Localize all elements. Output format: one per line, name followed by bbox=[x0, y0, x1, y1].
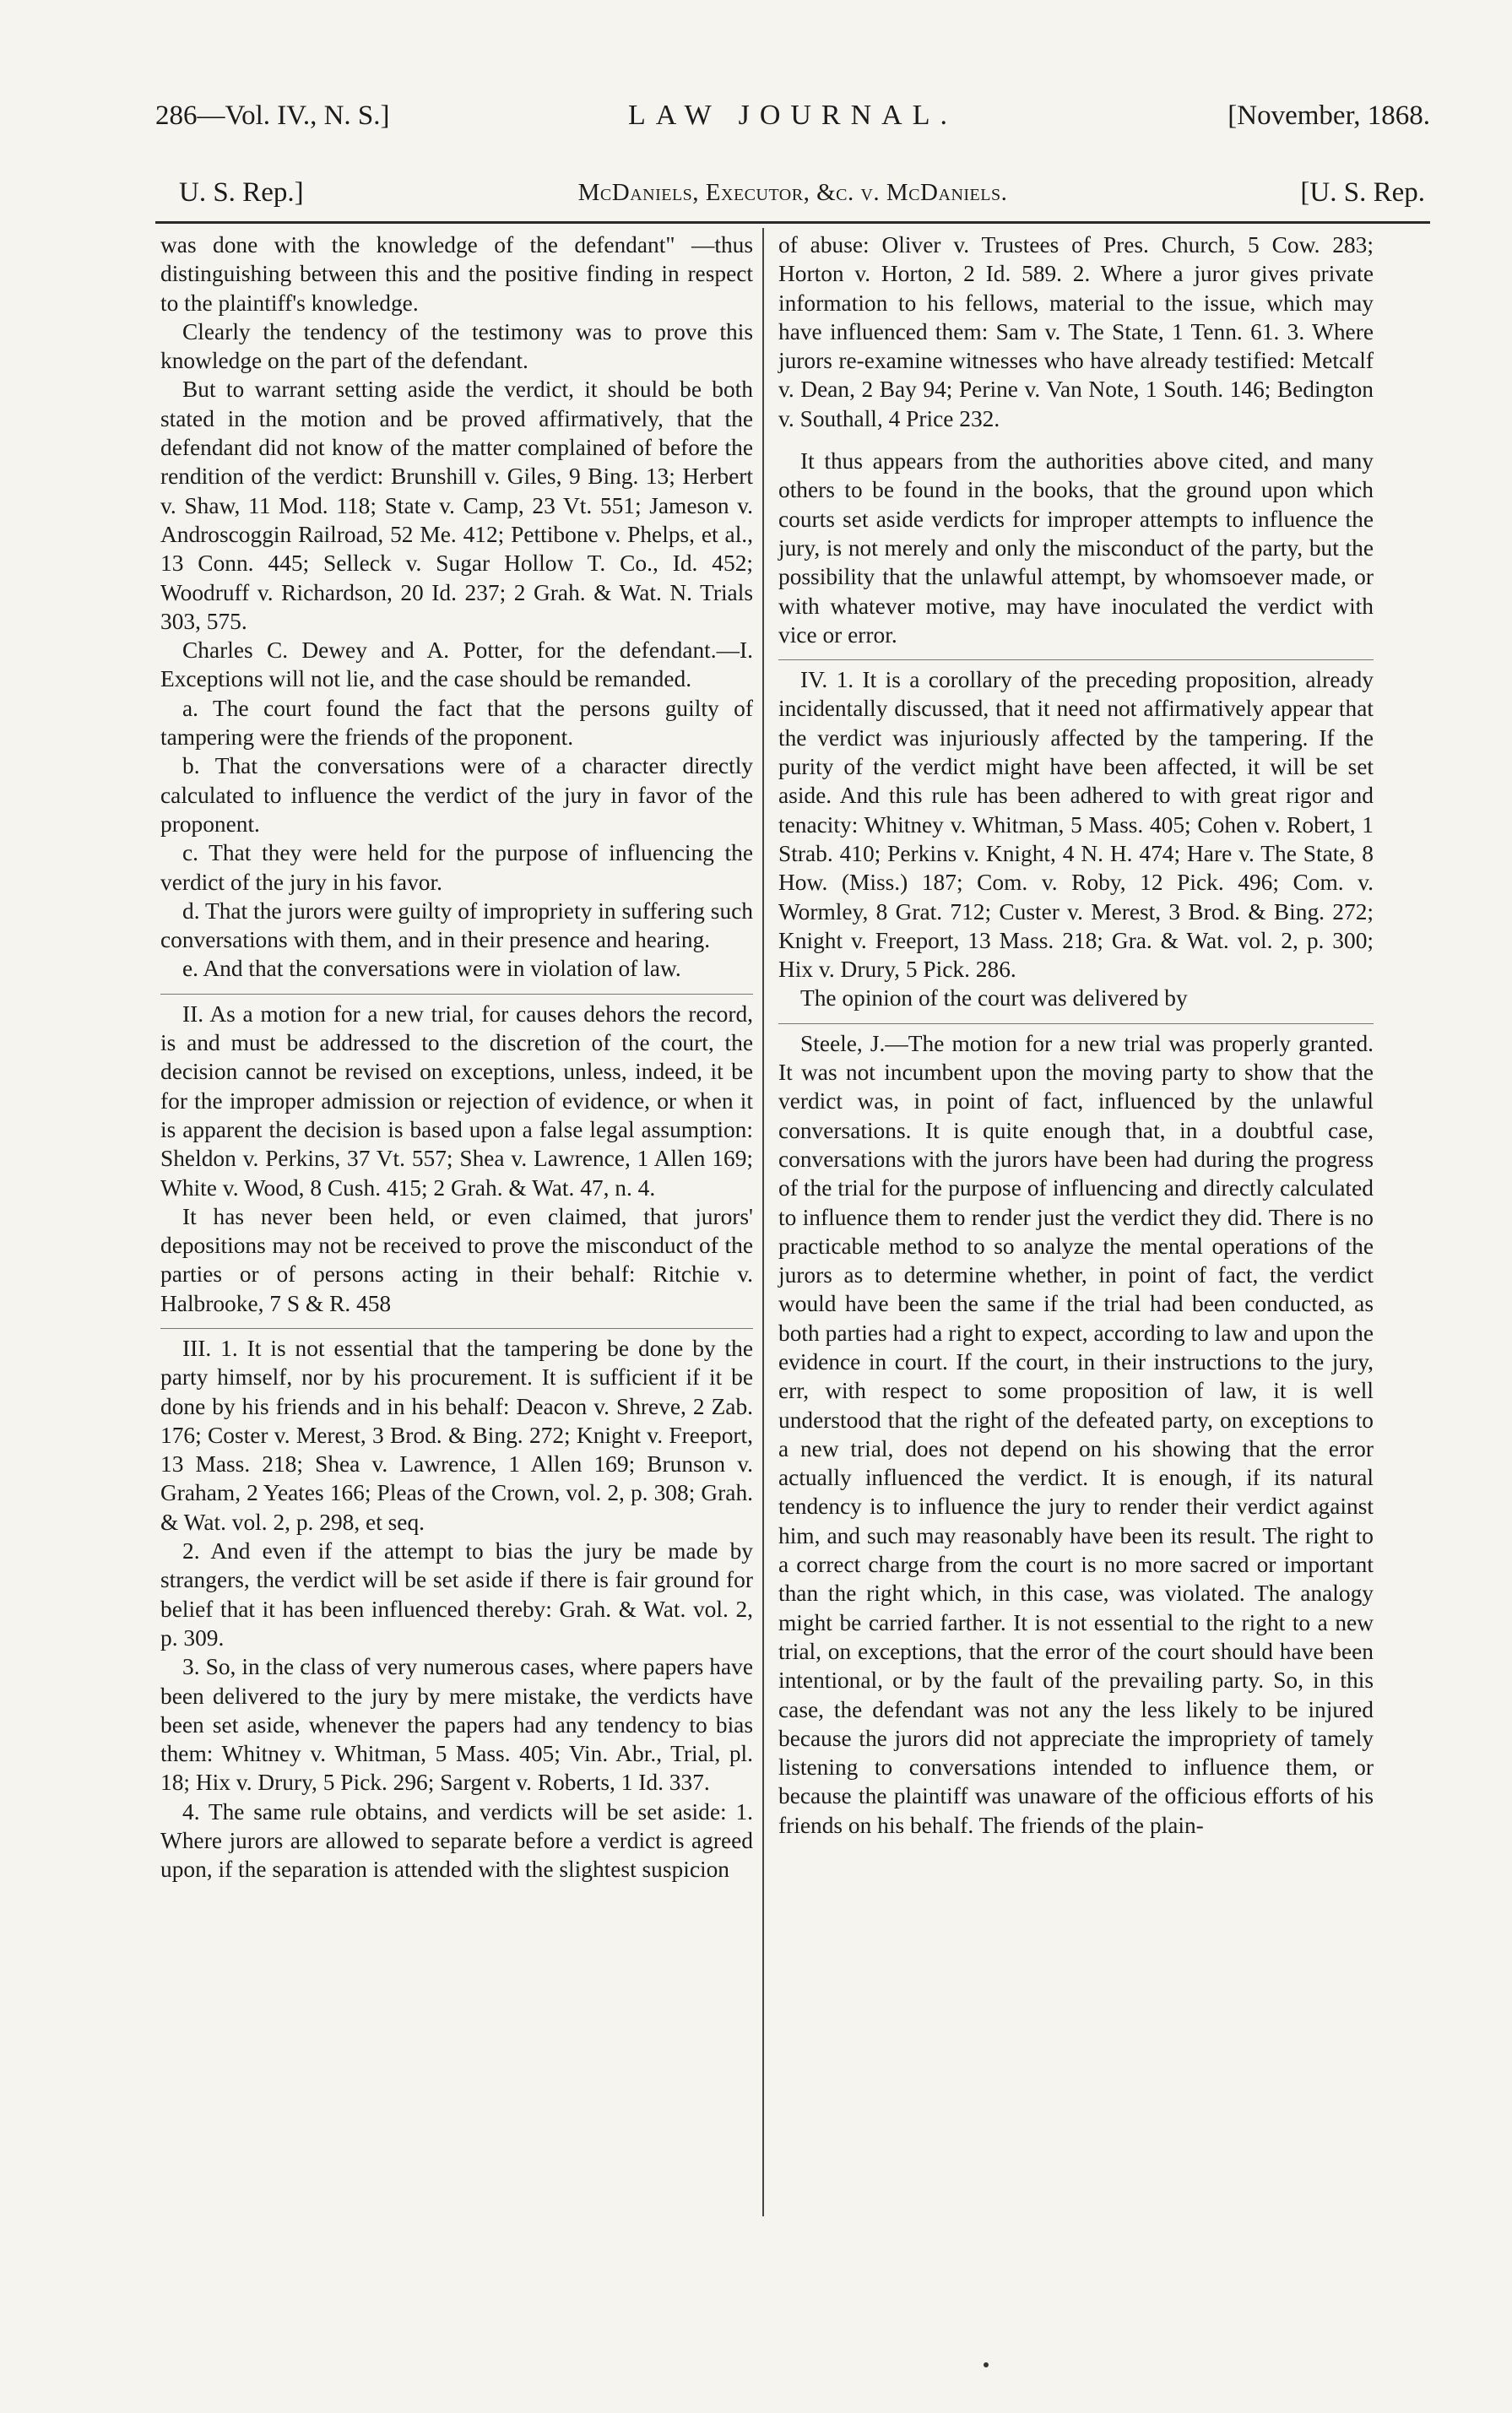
section-divider bbox=[778, 659, 1374, 660]
section-divider bbox=[160, 994, 753, 995]
running-header bbox=[155, 95, 1430, 137]
paragraph: It thus appears from the authorities above cited, and many others to be found in the books, that the ground upon which courts set aside verdicts for improper attempts to influence the jury, is not merely and only the misconduct of the party, but the possibility that the unlawful attempt, by whomsoever made, or with whatever motive, may have inoculated the verdict with vice or error. bbox=[778, 448, 1374, 648]
section-paragraph: II. As a motion for a new trial, for causes dehors the record, is and must be addressed to the discretion of the court, the decision cannot be revised on exceptions, unless, indeed, it be for the improper admission or rejection of evidence, or when it is apparent the decision is based upon a false legal assumption: Sheldon v. Perkins, 37 Vt. 557; Shea v. Lawrence, 1 Allen 169; White v. Wood, 8 Cush. 415; 2 Grah. & Wat. 47, n. 4. bbox=[160, 1000, 753, 1201]
section-paragraph: III. 1. It is not essential that the tampering be done by the party himself, nor by his procurement. It is sufficient if it be done by his friends and in his behalf: Deacon v. Shreve, 2 Zab. 176; Coster v. Merest, 3 Brod. & Bing. 272; Knight v. Freeport, 13 Mass. 218; Shea v. Lawrence, 1 Allen 169; Brunson v. Graham, 2 Yeates 166; Pleas of the Crown, vol. 2, p. 308; Grah. & Wat. vol. 2, p. 298, et seq. bbox=[160, 1335, 753, 1535]
issue-date: [November, 1868. bbox=[1227, 100, 1430, 131]
paragraph: But to warrant setting aside the verdict, it should be both stated in the motion and be proved affirmatively, that the defendant did not know of the matter complained of before the rendition of the verdict: Brunshill v. Giles, 9 Bing. 13; Herbert v. Shaw, 11 Mod. 118; State v. Camp, 23 Vt. 551; Jameson v. Androscoggin Railroad, 52 Me. 412; Pettibone v. Phelps, et al., 13 Conn. 445; Selleck v. Sugar Hollow T. Co., Id. 452; Woodruff v. Richardson, 20 Id. 237; 2 Grah. & Wat. N. Trials 303, 575. bbox=[160, 377, 753, 634]
case-title: McDaniels, Executor, &c. v. McDaniels. bbox=[577, 179, 1008, 206]
opinion-paragraph: Steele, J.—The motion for a new trial was properly granted. It was not incumbent upon the moving party to show that the verdict was, in point of fact, influenced by the unlawful conversations. It is quite enough that, in a doubtful case, conversations with the jurors have been had during the progress of the trial for the purpose of influencing and directly calculated to influence them to render just the verdict they did. There is no practicable method to so analyze the mental operations of the jurors as to determine whether, in point of fact, the verdict would have been the same if the trial had been conducted, as both parties had a right to expect, according to law and upon the evidence in court. If the court, in their instructions to the jury, err, with respect to some proposition of law, it is well understood that the right of the defeated party, on exceptions to a new trial, does not depend on his showing that the error actually influenced the verdict. It is enough, if its natural tendency is to influence the jury to render their verdict against him, and such may reasonably have been its result. The right to a correct charge from the court is no more sacred or important than the right which, in this case, was violated. The analogy might be carried farther. It is not essential to the right to a new trial, on exceptions, that the error of the court should have been intentional, or by the fault of the prevailing party. So, in this case, the defendant was not any the less likely to be injured because the jurors did not appreciate the impropriety of tamely listening to conversations intended to influence them, or because the plaintiff was unaware of the officious efforts of his friends on his behalf. The friends of the plain- bbox=[778, 1030, 1374, 1838]
section-paragraph: IV. 1. It is a corollary of the preceding proposition, already incidentally discussed, that it need not affirmatively appear that the verdict was injuriously affected by the tampering. If the purity of the verdict might have been affected, it will be set aside. And this rule has been adhered to with great rigor and tenacity: Whitney v. Whitman, 5 Mass. 405; Cohen v. Robert, 1 Strab. 410; Perkins v. Knight, 4 N. H. 474; Hare v. The State, 8 How. (Miss.) 187; Com. v. Roby, 12 Pick. 496; Com. v. Wormley, 8 Grat. 712; Custer v. Merest, 3 Brod. & Bing. 272; Knight v. Freeport, 13 Mass. 218; Gra. & Wat. vol. 2, p. 300; Hix v. Drury, 5 Pick. 286. bbox=[778, 667, 1374, 983]
paragraph: 2. And even if the attempt to bias the jury be made by strangers, the verdict will be set aside if there is fair ground for belief that it has been influenced thereby: Grah. & Wat. vol. 2, p. 309. bbox=[160, 1538, 753, 1651]
paragraph: It has never been held, or even claimed, that jurors' depositions may not be received to prove the misconduct of the parties or of persons acting in their behalf: Ritchie v. Halbrooke, 7 S & R. 458 bbox=[160, 1203, 753, 1316]
page-volume-label: 286—Vol. IV., N. S.] bbox=[155, 100, 390, 131]
reporter-left: U. S. Rep.] bbox=[179, 177, 304, 208]
reporter-right: [U. S. Rep. bbox=[1300, 177, 1425, 208]
left-column bbox=[160, 230, 753, 1884]
paragraph: Clearly the tendency of the testimony was to prove this knowledge on the part of the defendant. bbox=[160, 318, 753, 374]
right-column bbox=[778, 230, 1374, 1840]
paragraph: 3. So, in the class of very numerous cases, where papers have been delivered to the jury by mere mistake, the verdicts have been set aside, whenever the papers had any tendency to bias them: Whitney v. Whitman, 5 Mass. 405; Vin. Abr., Trial, pl. 18; Hix v. Drury, 5 Pick. 296; Sargent v. Roberts, 1 Id. 337. bbox=[160, 1654, 753, 1796]
list-item: b. That the conversations were of a character directly calculated to influence the verdict of the jury in favor of the proponent. bbox=[160, 753, 753, 837]
opinion-intro: The opinion of the court was delivered by bbox=[800, 985, 1188, 1011]
counsel-paragraph: Charles C. Dewey and A. Potter, for the defendant.—I. Exceptions will not lie, and the case should be remanded. bbox=[160, 637, 753, 692]
ink-speck bbox=[984, 2362, 989, 2367]
list-item: c. That they were held for the purpose of influencing the verdict of the jury in his favor. bbox=[160, 840, 753, 895]
list-item: a. The court found the fact that the persons guilty of tampering were the friends of the proponent. bbox=[160, 695, 753, 751]
section-divider bbox=[778, 1023, 1374, 1024]
header-rule bbox=[155, 221, 1430, 224]
paragraph: was done with the knowledge of the defendant" —thus distinguishing between this and the positive finding in respect to the plaintiff's knowledge. bbox=[160, 232, 753, 316]
paragraph: 4. The same rule obtains, and verdicts will be set aside: 1. Where jurors are allowed to separate before a verdict is agreed upon, if the separation is attended with the slightest suspicion bbox=[160, 1798, 753, 1883]
journal-title: LAW JOURNAL. bbox=[628, 100, 957, 131]
paragraph: of abuse: Oliver v. Trustees of Pres. Church, 5 Cow. 283; Horton v. Horton, 2 Id. 589. 2. Where a juror gives private information to his fellows, material to the issue, which may have influenced them: Sam v. The State, 1 Tenn. 61. 3. Where jurors re-examine witnesses who have already testified: Metcalf v. Dean, 2 Bay 94; Perine v. Van Note, 1 South. 146; Bedington v. Southall, 4 Price 232. bbox=[778, 232, 1374, 431]
column-divider bbox=[762, 228, 764, 2216]
list-item: e. And that the conversations were in violation of law. bbox=[182, 956, 681, 982]
list-item: d. That the jurors were guilty of impropriety in suffering such conversations with them, and in their presence and hearing. bbox=[160, 897, 753, 953]
section-divider bbox=[160, 1328, 753, 1329]
case-header bbox=[155, 174, 1430, 211]
